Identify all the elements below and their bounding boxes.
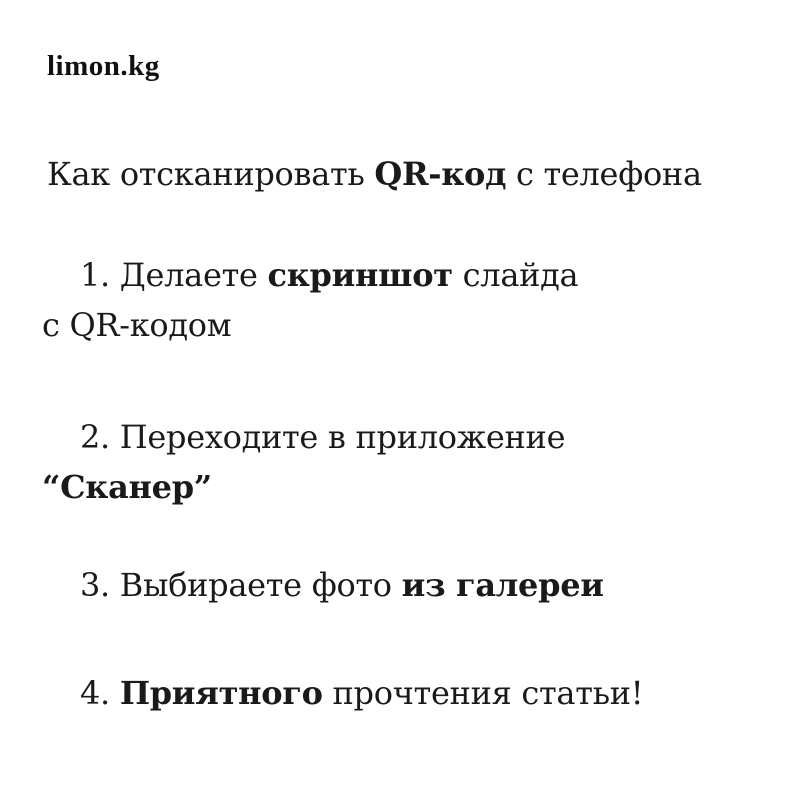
step-3-line-1 — [0, 560, 604, 610]
step-3-prefix: 3. Выбираете фото — [80, 566, 402, 604]
step-3-bold: из галереи — [401, 566, 604, 604]
title-prefix: Как отсканировать — [47, 155, 375, 193]
step-4-prefix: 4. — [80, 674, 120, 712]
step-4-bold: Приятного — [119, 674, 323, 712]
step-4 — [0, 668, 643, 718]
step-2 — [0, 412, 565, 512]
title-suffix: с телефона — [506, 155, 702, 193]
step-1 — [0, 250, 578, 350]
step-2-line-2 — [0, 462, 565, 512]
site-logo: limon.kg — [47, 50, 160, 82]
page-title — [47, 150, 702, 198]
step-4-line-1 — [0, 668, 643, 718]
step-3 — [0, 560, 604, 610]
step-1-suffix: слайда — [452, 256, 579, 294]
step-2-line-1: 2. Переходите в приложение — [80, 418, 566, 456]
step-1-prefix: 1. Делаете — [80, 256, 268, 294]
step-1-line-2: с QR-кодом — [42, 306, 232, 344]
step-4-suffix: прочтения статьи! — [322, 674, 644, 712]
step-1-bold: скриншот — [267, 256, 453, 294]
step-1-line-1 — [0, 250, 578, 300]
step-2-bold: “Сканер” — [42, 468, 212, 506]
title-bold-qr: QR-код — [374, 155, 507, 193]
